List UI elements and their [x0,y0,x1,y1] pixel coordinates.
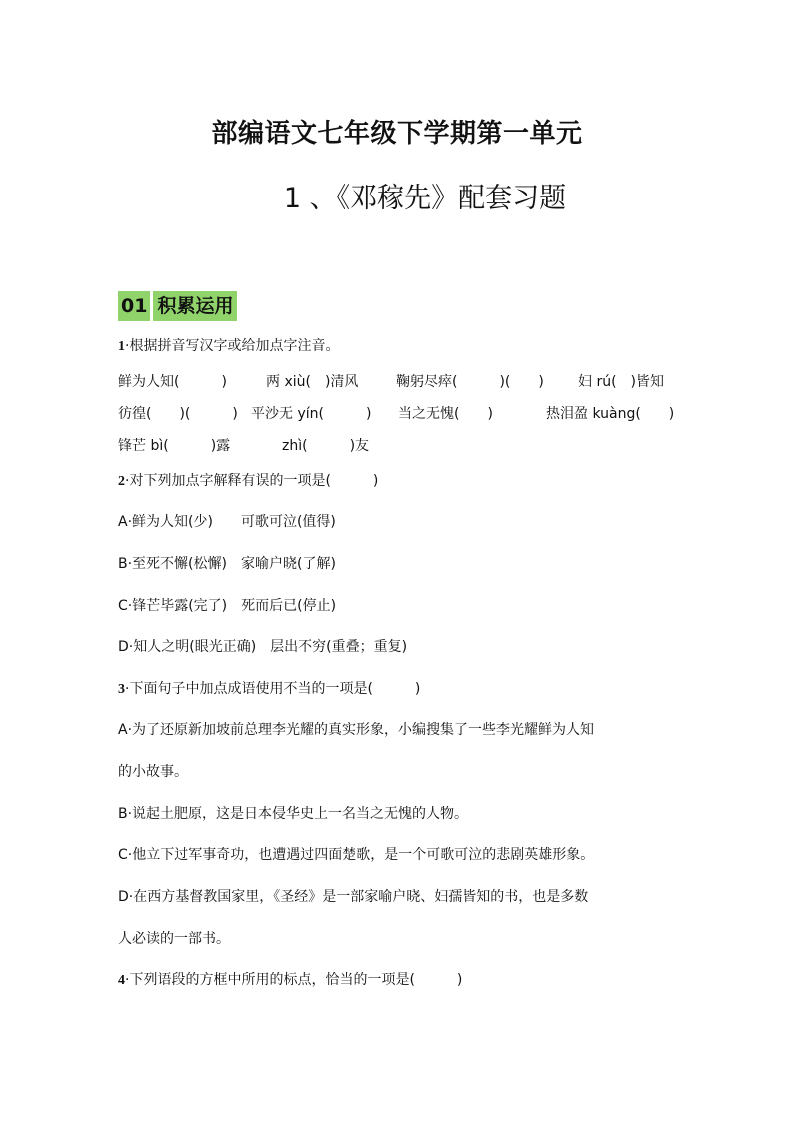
q2-option-a: A·鲜为人知(少) 可歌可泣(值得) [118,514,336,530]
question-number: 4 [118,973,125,988]
q1-item: 两 xiù( )清风 [266,374,359,390]
page-title: 部编语文七年级下学期第一单元 [211,119,583,149]
question-4 [118,970,462,991]
q1-item: 锋芒 bì( )露 [118,438,231,454]
q3-option-d-line-2: 人必读的一部书。 [118,931,230,947]
q1-item: 当之无愧( ) [398,406,493,422]
section-heading [118,290,237,322]
q3-option-a-line-1: A·为了还原新加坡前总理李光耀的真实形象，小编搜集了一些李光耀鲜为人知 [118,722,595,738]
q3-option-a-line-2: 的小故事。 [118,764,188,780]
page-subtitle: 1 、《邓稼先》配套习题 [283,183,567,214]
question-number: 3 [118,682,125,697]
question-2 [118,471,378,492]
q1-item: zhì( )友 [282,438,370,454]
q2-option-b: B·至死不懈(松懈) 家喻户晓(了解) [118,556,336,572]
question-1 [118,336,339,357]
q1-item: 平沙无 yín( ) [251,406,372,422]
question-text: ·下列语段的方框中所用的标点，恰当的一项是( ) [125,972,463,988]
question-text: ·根据拼音写汉字或给加点字注音。 [125,338,340,354]
question-number: 1 [118,339,125,354]
question-text: ·对下列加点字解释有误的一项是( ) [125,473,379,489]
q1-item: 彷徨( )( ) [118,406,238,422]
q3-option-b: B·说起土肥原，这是日本侵华史上一名当之无愧的人物。 [118,806,469,822]
question-text: ·下面句子中加点成语使用不当的一项是( ) [125,681,421,697]
section-name: 积累运用 [153,291,237,321]
q1-item: 鞠躬尽瘁( )( ) [396,374,544,390]
q2-option-d: D·知人之明(眼光正确) 层出不穷(重叠；重复) [118,639,408,655]
q1-item: 热泪盈 kuàng( ) [546,406,675,422]
q3-option-d-line-1: D·在西方基督教国家里，《圣经》是一部家喻户晓、妇孺皆知的书，也是多数 [118,889,589,905]
q1-item: 鲜为人知( ) [118,374,227,390]
section-number: 01 [118,291,150,321]
question-number: 2 [118,474,125,489]
q1-item: 妇 rú( )皆知 [578,374,665,390]
q2-option-c: C·锋芒毕露(完了) 死而后已(停止) [118,598,337,614]
q3-option-c: C·他立下过军事奇功，也遭遇过四面楚歌，是一个可歌可泣的悲剧英雄形象。 [118,847,595,863]
question-3 [118,679,420,700]
